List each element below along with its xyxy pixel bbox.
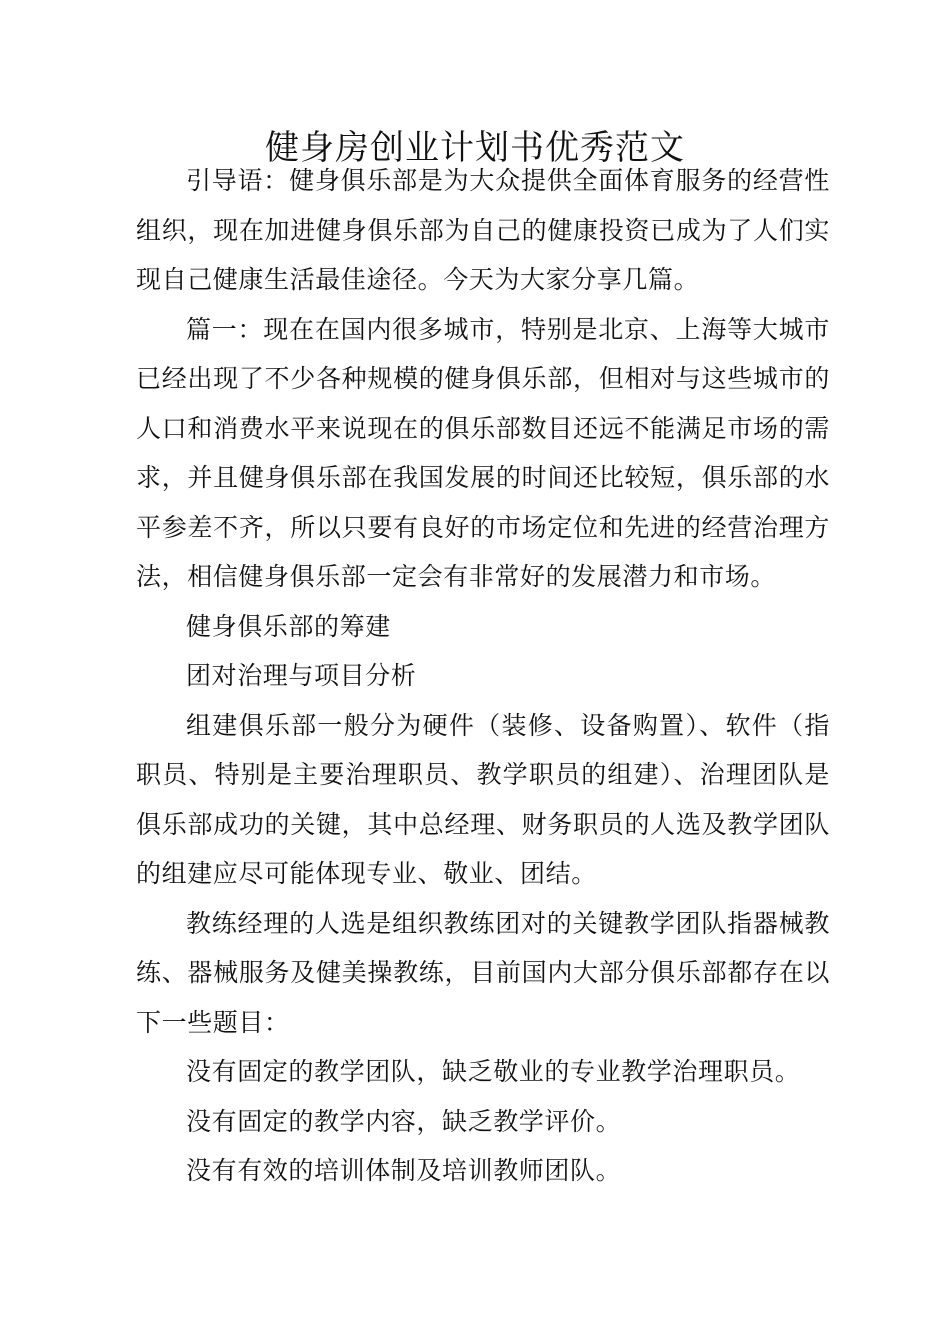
paragraph-coach-manager: 教练经理的人选是组织教练团对的关键教学团队指器械教练、器械服务及健美操教练，目前国内大部分俱乐部都存在以下一些题目： <box>136 908 830 1037</box>
paragraph-intro: 引导语：健身俱乐部是为大众提供全面体育服务的经营性组织，现在加进健身俱乐部为自己的健康投资已成为了人们实现自己健康生活最佳途径。今天为大家分享几篇。 <box>136 166 830 294</box>
document-title: 健身房创业计划书优秀范文 <box>265 127 685 168</box>
paragraph-heading-team: 团对治理与项目分析 <box>186 661 417 690</box>
paragraph-heading-setup: 健身俱乐部的筹建 <box>186 611 391 641</box>
paragraph-part-one: 篇一：现在在国内很多城市，特别是北京、上海等大城市已经出现了不少各种规模的健身俱乐部，但相对与这些城市的人口和消费水平来说现在的俱乐部数目还远不能满足市场的需求，并且健身俱乐部在我国发展的时间还比较短，俱乐部的水平参差不齐，所以只要有良好的市场定位和先进的经营治理方法，相信健身俱乐部一定会有非常好的发展潜力和市场。 <box>136 314 830 591</box>
paragraph-issue-1: 没有固定的教学团队，缺乏敬业的专业教学治理职员。 <box>186 1057 801 1086</box>
paragraph-team-building: 组建俱乐部一般分为硬件（装修、设备购置）、软件（指职员、特别是主要治理职员、教学职员的组建）、治理团队是俱乐部成功的关键，其中总经理、财务职员的人选及教学团队的组建应尽可能体现专业、敬业、团结。 <box>136 710 830 888</box>
paragraph-issue-2: 没有固定的教学内容，缺乏教学评价。 <box>186 1106 622 1136</box>
paragraph-issue-3: 没有有效的培训体制及培训教师团队。 <box>186 1156 622 1185</box>
document-body <box>136 156 830 1196</box>
